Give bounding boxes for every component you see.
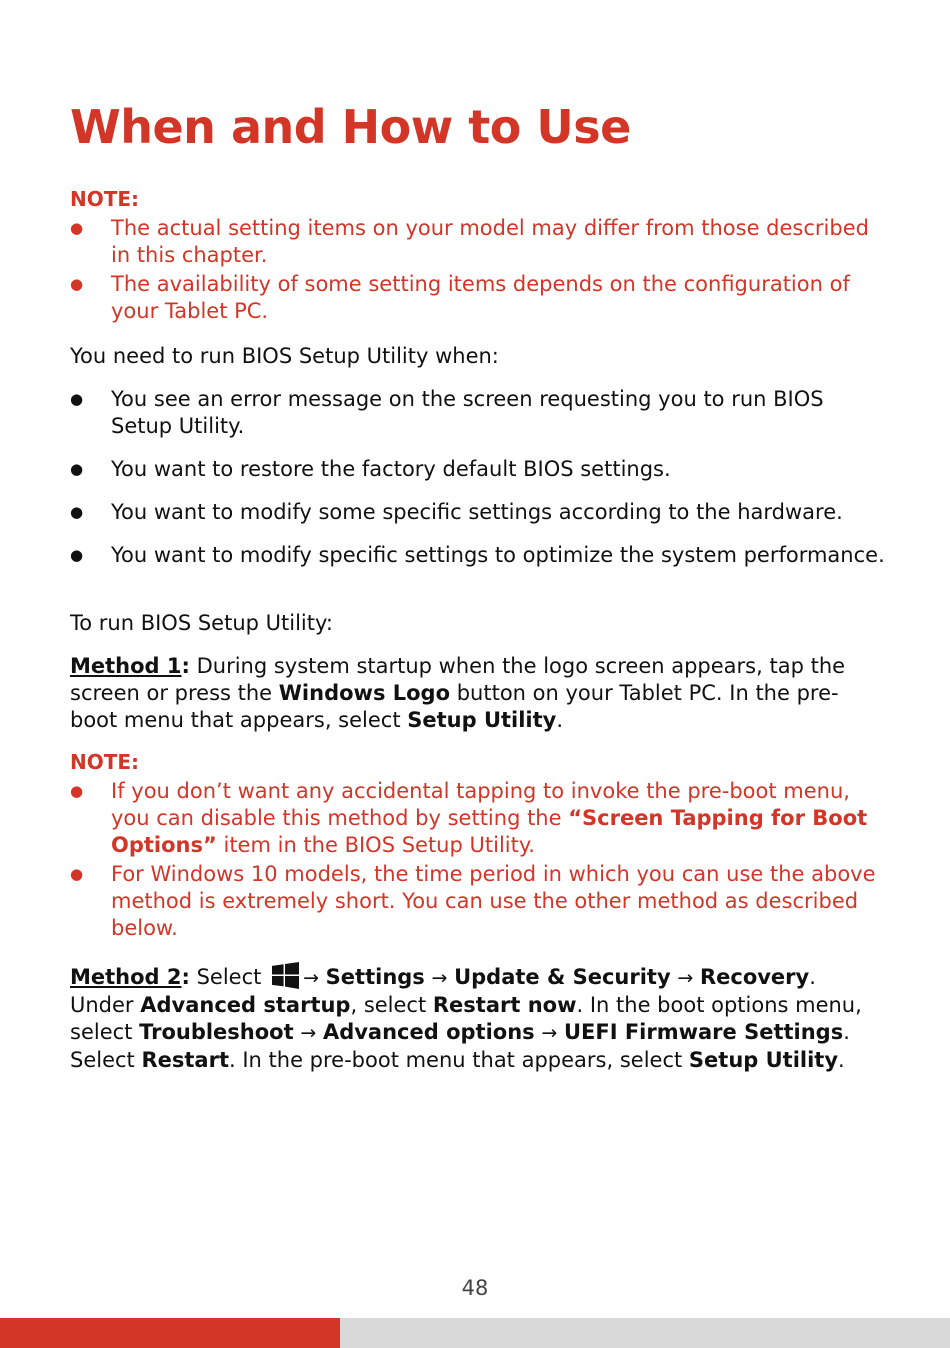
recovery-term: Recovery [699, 965, 810, 989]
settings-term: Settings [325, 965, 425, 989]
screen-tapping-term: “Screen Tapping for Boot Options” [111, 806, 868, 857]
note-box [70, 186, 885, 327]
windows-logo-term: Windows Logo [278, 681, 451, 705]
setup-utility-term: Setup Utility [688, 1048, 839, 1072]
intro-text: You need to run BIOS Setup Utility when: [70, 344, 499, 368]
advanced-startup-term: Advanced startup [140, 993, 351, 1017]
method2-text: . Select [70, 1020, 850, 1072]
run-intro-text: To run BIOS Setup Utility: [70, 611, 333, 635]
footer-accent-bar [0, 1318, 340, 1348]
note-item: ● The availability of some setting items depends on the configuration of your Tablet PC. [70, 271, 885, 325]
method1-paragraph [70, 653, 885, 734]
restart-now-term: Restart now [432, 993, 577, 1017]
method2-text: . In the pre-boot menu that appears, select [229, 1048, 689, 1072]
arrow-right-icon: → [677, 967, 694, 989]
advanced-options-term: Advanced options [322, 1020, 535, 1044]
method2-text: Select [189, 965, 269, 989]
note-list [70, 778, 885, 942]
troubleshoot-term: Troubleshoot [139, 1020, 294, 1044]
page-number: 48 [461, 1276, 489, 1300]
list-item: ● You want to modify specific settings to optimize the system performance. [70, 542, 885, 569]
list-item: ● You want to restore the factory default BIOS settings. [70, 456, 885, 483]
method1-label: Method 1 [70, 654, 182, 678]
method2-label: Method 2 [70, 965, 182, 989]
note-item [70, 778, 885, 859]
windows-logo-icon [272, 962, 299, 989]
arrow-right-icon: → [431, 967, 448, 989]
method2-text: . In the boot options menu, select [70, 993, 862, 1044]
list-item: ● You see an error message on the screen requesting you to run BIOS Setup Utility. [70, 386, 885, 440]
arrow-right-icon: → [300, 1022, 317, 1044]
note-item: ● The actual setting items on your model may differ from those described in this chapter. [70, 215, 885, 269]
footer-gray-bar [340, 1318, 950, 1348]
update-security-term: Update & Security [454, 965, 671, 989]
method2-colon: : [181, 965, 190, 989]
note-list [70, 215, 885, 325]
note-label: NOTE: [70, 187, 140, 211]
note-box [70, 749, 885, 944]
note-text: If you don’t want any accidental tapping to invoke the pre-boot menu, you can disable this method by setting the [111, 779, 850, 830]
method2-paragraph [70, 962, 885, 1074]
setup-utility-term: Setup Utility [407, 708, 557, 732]
method1-colon: : [181, 654, 190, 678]
note-item: ● For Windows 10 models, the time period in which you can use the above method is extremely short. You can use the other method as described below. [70, 861, 885, 942]
method2-text: . Under [70, 965, 816, 1017]
note-label: NOTE: [70, 750, 140, 774]
method1-text: During system startup when the logo screen appears, tap the screen or press the [70, 654, 846, 705]
page-title: When and How to Use [70, 100, 631, 154]
reasons-list [70, 386, 885, 585]
method1-text: . [556, 708, 564, 732]
list-item: ● You want to modify some specific settings according to the hardware. [70, 499, 885, 526]
method1-text: button on your Tablet PC. In the pre-boot menu that appears, select [70, 681, 839, 732]
method2-text: , select [350, 993, 433, 1017]
restart-term: Restart [141, 1048, 229, 1072]
method2-text: . [838, 1048, 845, 1072]
arrow-right-icon: → [541, 1022, 558, 1044]
uefi-firmware-term: UEFI Firmware Settings [563, 1020, 844, 1044]
arrow-right-icon: → [303, 967, 319, 989]
note-text: item in the BIOS Setup Utility. [216, 833, 535, 857]
